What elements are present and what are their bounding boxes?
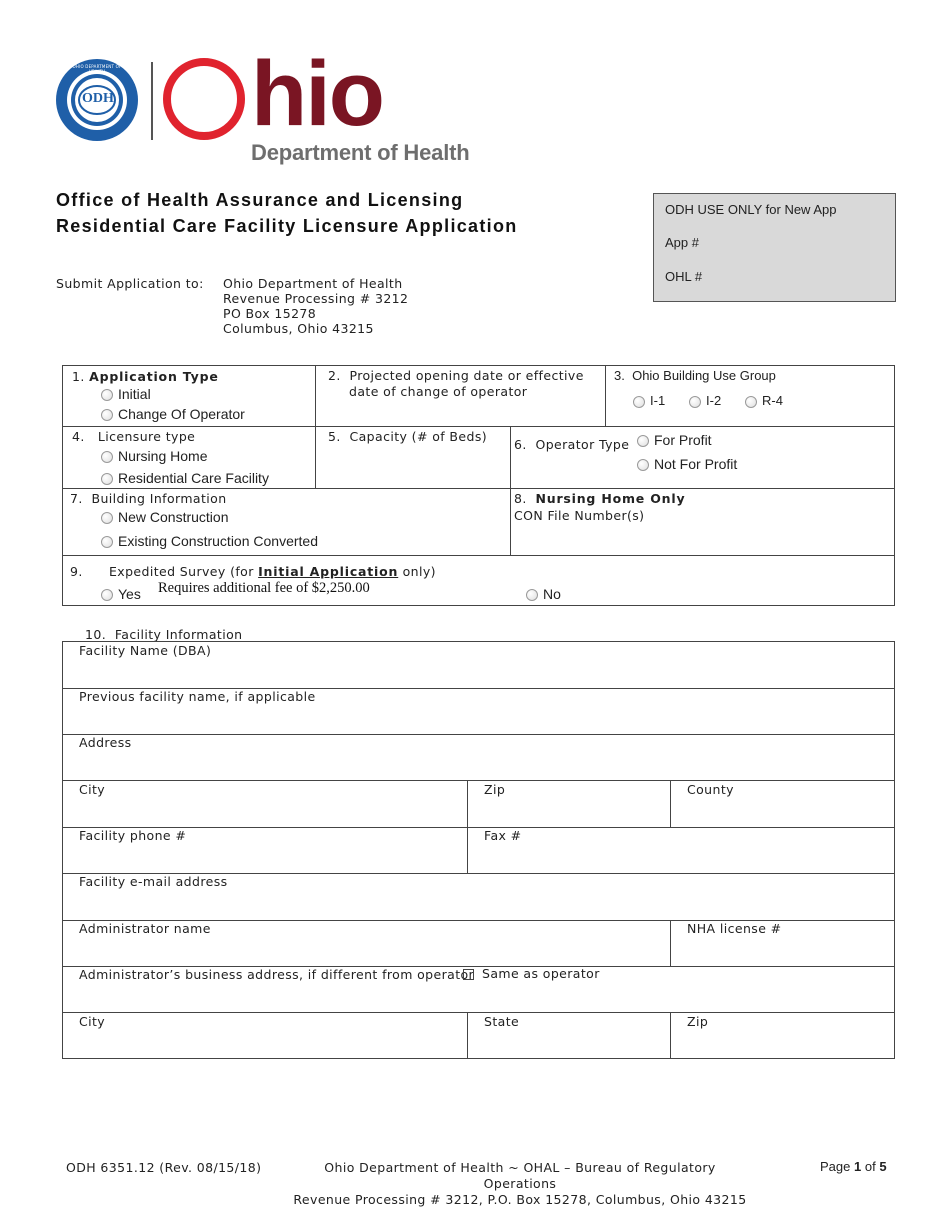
state-field[interactable]: [469, 1031, 668, 1057]
initial-application-emphasis: Initial Application: [258, 564, 399, 579]
section-2-heading: 2. Projected opening date or effective date of change of operator: [328, 368, 584, 399]
section-2-line-1: Projected opening date or effective: [349, 368, 584, 383]
radio-icon[interactable]: [101, 409, 113, 421]
section-8-title: Nursing Home Only: [535, 491, 686, 506]
submit-address-line: Ohio Department of Health: [223, 276, 403, 291]
section-4-heading: 4. Licensure type: [72, 429, 196, 444]
zip-field[interactable]: [469, 799, 668, 825]
section-4-title: Licensure type: [97, 429, 196, 444]
con-file-number-field[interactable]: [512, 526, 892, 553]
application-type-initial-radio[interactable]: Initial: [101, 386, 151, 402]
section-7-title: Building Information: [91, 491, 227, 506]
radio-icon[interactable]: [101, 512, 113, 524]
radio-icon[interactable]: [101, 473, 113, 485]
facility-name-field[interactable]: [64, 660, 893, 686]
radio-icon[interactable]: [101, 536, 113, 548]
radio-icon[interactable]: [101, 589, 113, 601]
zip-label: Zip: [484, 782, 506, 797]
previous-name-field[interactable]: [64, 706, 893, 732]
section-10-heading: 10. Facility Information: [85, 627, 243, 642]
submit-address-line: PO Box 15278: [223, 306, 317, 321]
facility-email-field[interactable]: [64, 891, 893, 918]
administrator-name-label: Administrator name: [79, 921, 211, 936]
submit-address: [223, 276, 408, 336]
ohio-wordmark-text: hio: [251, 43, 383, 145]
administrator-name-field[interactable]: [64, 938, 668, 964]
capacity-field[interactable]: [318, 448, 508, 486]
operator-for-profit-radio[interactable]: For Profit: [637, 432, 712, 448]
section-8-heading: 8. Nursing Home Only: [514, 491, 686, 506]
seal-ring-text: OHIO DEPARTMENT OF HEALTH: [72, 64, 122, 74]
county-field[interactable]: [672, 799, 893, 825]
section-1-heading: 1. Application Type: [72, 369, 219, 384]
section-5-heading: 5. Capacity (# of Beds): [328, 429, 488, 444]
same-as-operator-checkbox[interactable]: [463, 966, 600, 982]
radio-icon[interactable]: [745, 396, 757, 408]
ohio-wordmark: [163, 58, 245, 142]
radio-icon[interactable]: [526, 589, 538, 601]
odh-logo: [55, 43, 515, 170]
radio-icon[interactable]: [637, 459, 649, 471]
radio-icon[interactable]: [637, 435, 649, 447]
title-line-1: Office of Health Assurance and Licensing: [56, 190, 464, 210]
odh-box-line-1: ODH USE ONLY for New App: [665, 202, 837, 217]
opening-date-field[interactable]: [318, 402, 602, 424]
radio-icon[interactable]: [633, 396, 645, 408]
submit-label: Submit Application to:: [56, 276, 204, 291]
licensure-rcf-radio[interactable]: Residential Care Facility: [101, 470, 269, 486]
section-2-line-2: date of change of operator: [349, 384, 528, 399]
section-3-title: Ohio Building Use Group: [632, 368, 776, 383]
city-2-label: City: [79, 1014, 106, 1029]
fax-field[interactable]: [469, 845, 893, 871]
city-label: City: [79, 782, 106, 797]
zip-2-label: Zip: [687, 1014, 709, 1029]
address-field[interactable]: [64, 752, 893, 778]
nha-license-field[interactable]: [672, 938, 893, 964]
seal-text: ODH: [82, 91, 114, 106]
expedited-fee-note: Requires additional fee of $2,250.00: [158, 580, 370, 596]
facility-phone-label: Facility phone #: [79, 828, 187, 843]
form-id: ODH 6351.12 (Rev. 08/15/18): [66, 1160, 262, 1175]
facility-name-label: Facility Name (DBA): [79, 643, 212, 658]
same-as-operator-label: Same as operator: [482, 966, 600, 981]
fax-label: Fax #: [484, 828, 522, 843]
footer-center: [290, 1160, 750, 1208]
building-use-r4-radio[interactable]: R-4: [745, 393, 783, 408]
footer-line-1: Ohio Department of Health ~ OHAL – Bureau of Regulatory Operations: [324, 1160, 716, 1191]
odh-use-only-box: [653, 193, 896, 302]
radio-icon[interactable]: [101, 451, 113, 463]
checkbox-icon[interactable]: [463, 969, 474, 980]
operator-not-for-profit-radio[interactable]: Not For Profit: [637, 456, 737, 472]
radio-icon[interactable]: [689, 396, 701, 408]
page-title: [56, 187, 518, 239]
section-6-title: Operator Type: [535, 437, 630, 452]
page-number: Page 1 of 5: [820, 1159, 887, 1174]
radio-icon[interactable]: [101, 389, 113, 401]
logo-subtitle: Department of Health: [251, 140, 470, 165]
county-label: County: [687, 782, 734, 797]
section-7-heading: 7. Building Information: [70, 491, 227, 506]
expedited-yes-radio[interactable]: Yes: [101, 586, 141, 602]
section-1-title: Application Type: [89, 369, 219, 384]
building-use-i1-radio[interactable]: I-1: [633, 393, 665, 408]
state-label: State: [484, 1014, 520, 1029]
admin-address-field[interactable]: [64, 985, 893, 1010]
facility-email-label: Facility e-mail address: [79, 874, 228, 889]
title-line-2: Residential Care Facility Licensure Application: [56, 216, 518, 236]
city-2-field[interactable]: [64, 1031, 465, 1057]
section-9-heading: 9. Expedited Survey (for Initial Application only): [70, 564, 436, 579]
submit-address-line: Revenue Processing # 3212: [223, 291, 409, 306]
building-new-construction-radio[interactable]: New Construction: [101, 509, 229, 525]
address-label: Address: [79, 735, 132, 750]
section-3-heading: 3. Ohio Building Use Group: [614, 368, 776, 383]
previous-name-label: Previous facility name, if applicable: [79, 689, 316, 704]
building-existing-converted-radio[interactable]: Existing Construction Converted: [101, 533, 318, 549]
application-type-change-radio[interactable]: Change Of Operator: [101, 406, 245, 422]
odh-box-line-2: App #: [665, 235, 699, 250]
section-6-heading: 6. Operator Type: [514, 437, 630, 452]
building-use-i2-radio[interactable]: I-2: [689, 393, 721, 408]
licensure-nursing-home-radio[interactable]: Nursing Home: [101, 448, 207, 464]
section-5-title: Capacity (# of Beds): [349, 429, 488, 444]
submit-address-line: Columbus, Ohio 43215: [223, 321, 374, 336]
section-8-subtitle: CON File Number(s): [514, 508, 645, 523]
facility-phone-field[interactable]: [64, 845, 465, 871]
odh-box-line-3: OHL #: [665, 269, 703, 284]
nha-license-label: NHA license #: [687, 921, 782, 936]
zip-2-field[interactable]: [672, 1031, 893, 1057]
footer-line-2: Revenue Processing # 3212, P.O. Box 15278, Columbus, Ohio 43215: [293, 1192, 747, 1207]
admin-address-label: Administrator’s business address, if different from operator: [79, 967, 475, 982]
expedited-no-radio[interactable]: No: [526, 586, 561, 602]
city-field[interactable]: [64, 799, 465, 825]
